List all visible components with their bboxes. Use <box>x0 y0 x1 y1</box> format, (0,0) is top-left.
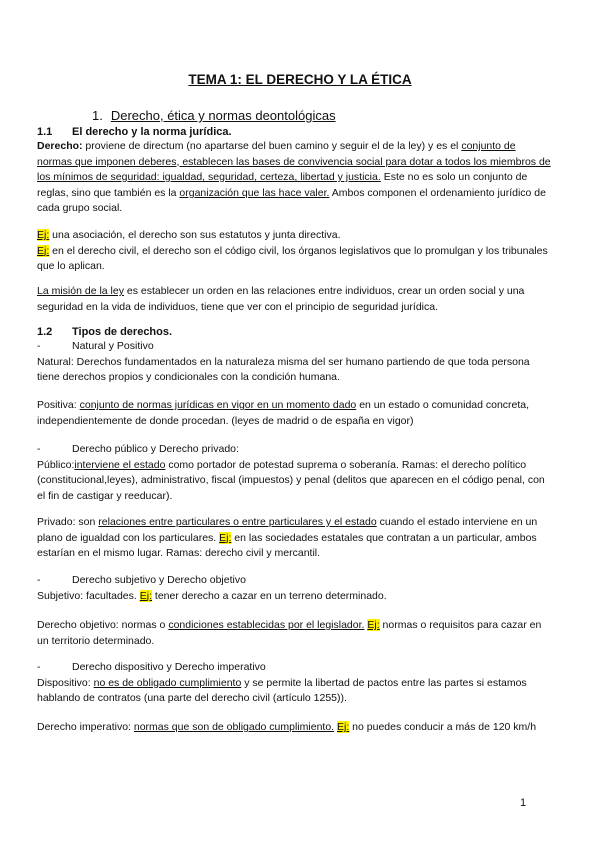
subsection-number: 1.1 <box>37 126 53 138</box>
text: en el derecho civil, el derecho son el código civil, los órganos legislativos que lo promulgan y los tribunales <box>49 244 548 257</box>
bullet-dash: - <box>37 340 41 352</box>
example-marker: Ej: <box>337 721 350 733</box>
text: independientemente de donde procedan. (leyes de madrid o de españa en vigor) <box>37 414 414 427</box>
subsection-heading-1-1 <box>37 126 232 138</box>
text: en las sociedades estatales que contratan a un particular, ambos <box>231 531 537 544</box>
text: Natural: Derechos fundamentados en la naturaleza misma del ser humano partiendo de que toda persona <box>37 355 530 368</box>
text: el fin de castigar y reeducar). <box>37 489 173 502</box>
example-marker: Ej: <box>37 244 50 257</box>
text: seguridad en la vida de individuos, tiene que ver con el principio de seguridad jurídica. <box>37 300 439 313</box>
text: Privado: son <box>37 516 99 528</box>
underlined-text: normas que son de obligado cumplimiento. <box>133 721 335 733</box>
text: Positiva: <box>37 399 80 411</box>
text: no puedes conducir a más de 120 km/h <box>349 721 537 733</box>
section-number: 1. <box>92 108 103 123</box>
text: proviene de directum (no apartarse del buen camino y seguir el de la ley) y es el <box>82 140 462 152</box>
text: tener derecho a cazar en un terreno determinado. <box>152 589 387 602</box>
bullet-dash: - <box>37 574 41 586</box>
text: Derecho objetivo: normas o <box>37 619 169 631</box>
text: cuando el estado interviene en un <box>376 516 538 528</box>
term-derecho: Derecho: <box>37 140 83 152</box>
text: (constitucional,leyes), administrativo, fiscal (impuestos) y penal (delitos que aparecen en el código penal, con <box>37 474 545 486</box>
block-dispositivo-imperativo <box>37 660 577 707</box>
section-title: Derecho, ética y normas deontológicas <box>110 108 336 123</box>
list-heading: Natural y Positivo <box>72 340 154 352</box>
bullet-dash: - <box>37 443 41 455</box>
subsection-title: El derecho y la norma jurídica. <box>72 126 232 138</box>
block-natural-positivo <box>37 339 577 386</box>
text: estarían en el mismo lugar. Ramas: derecho civil y mercantil. <box>37 547 321 559</box>
text: plano de igualdad con los particulares. <box>37 531 220 544</box>
text: como portador de potestad suprema o soberanía. Ramas: el derecho político <box>165 458 527 471</box>
list-heading: Derecho dispositivo y Derecho imperativo <box>72 661 266 673</box>
text: Ambos componen el ordenamiento jurídico de <box>329 186 546 199</box>
text: una asociación, el derecho son sus estatutos y junta directiva. <box>49 229 341 241</box>
example-marker: Ej: <box>37 229 50 241</box>
paragraph-examples <box>37 228 577 275</box>
paragraph-imperativo <box>37 720 577 736</box>
list-heading: Derecho subjetivo y Derecho objetivo <box>72 574 246 586</box>
page-title: TEMA 1: EL DERECHO Y LA ÉTICA <box>188 72 412 87</box>
text: un territorio determinado. <box>37 634 155 647</box>
text: reglas, sino que también es la <box>37 186 180 199</box>
paragraph-objetivo <box>37 618 577 649</box>
paragraph-positiva <box>37 398 577 429</box>
subsection-title: Tipos de derechos. <box>72 326 173 338</box>
text: Subjetivo: facultades. <box>37 589 140 602</box>
underlined-text: conjunto de normas jurídicas en vigor en un momento dado <box>79 399 357 411</box>
text: tiene derechos propios y condicionales con la condición humana. <box>37 371 340 383</box>
subsection-heading-1-2 <box>37 326 172 338</box>
block-publico-privado <box>37 442 577 504</box>
text: normas o requisitos para cazar en <box>379 619 542 631</box>
bullet-dash: - <box>37 661 41 673</box>
text: hablando de contratos (una parte del derecho civil (artículo 1255)). <box>37 692 347 704</box>
text: Dispositivo: <box>37 676 94 689</box>
paragraph-privado <box>37 515 577 562</box>
example-marker: Ej: <box>219 531 232 544</box>
text: que lo aplican. <box>37 260 105 272</box>
underlined-text: interviene el estado <box>74 458 166 471</box>
paragraph-mision <box>37 284 577 315</box>
example-marker: Ej: <box>367 619 380 631</box>
underlined-text: organización que las hace valer. <box>179 186 330 199</box>
text: y se permite la libertad de pactos entre las partes si estamos <box>241 676 527 689</box>
example-marker: Ej: <box>139 589 152 602</box>
text: Derecho imperativo: <box>37 721 134 733</box>
block-subjetivo-objetivo <box>37 573 577 604</box>
underlined-text: normas que imponen deberes, establecen las bases de convivencia social para dotar a todos los miembros de <box>37 155 551 168</box>
underlined-text: La misión de la ley <box>37 285 124 297</box>
page-number: 1 <box>520 797 527 809</box>
underlined-text: los mínimos de seguridad: igualdad, seguridad, certeza, libertad y justicia. <box>37 171 381 183</box>
section-heading-1 <box>92 108 336 123</box>
underlined-text: relaciones entre particulares o entre particulares y el estado <box>98 516 377 528</box>
text: Público: <box>37 458 75 471</box>
text: en un estado o comunidad concreta, <box>356 399 530 411</box>
underlined-text: conjunto de <box>461 140 516 152</box>
text: es establecer un orden en las relaciones entre individuos, crear un orden social y una <box>123 285 525 297</box>
underlined-text: no es de obligado cumplimiento <box>93 676 242 689</box>
subsection-number: 1.2 <box>37 326 53 338</box>
text: Este no es solo un conjunto de <box>380 171 528 183</box>
text: cada grupo social. <box>37 202 123 214</box>
underlined-text: condiciones establecidas por el legislador. <box>168 619 365 631</box>
paragraph-derecho <box>37 139 577 217</box>
list-heading: Derecho público y Derecho privado: <box>72 443 239 455</box>
